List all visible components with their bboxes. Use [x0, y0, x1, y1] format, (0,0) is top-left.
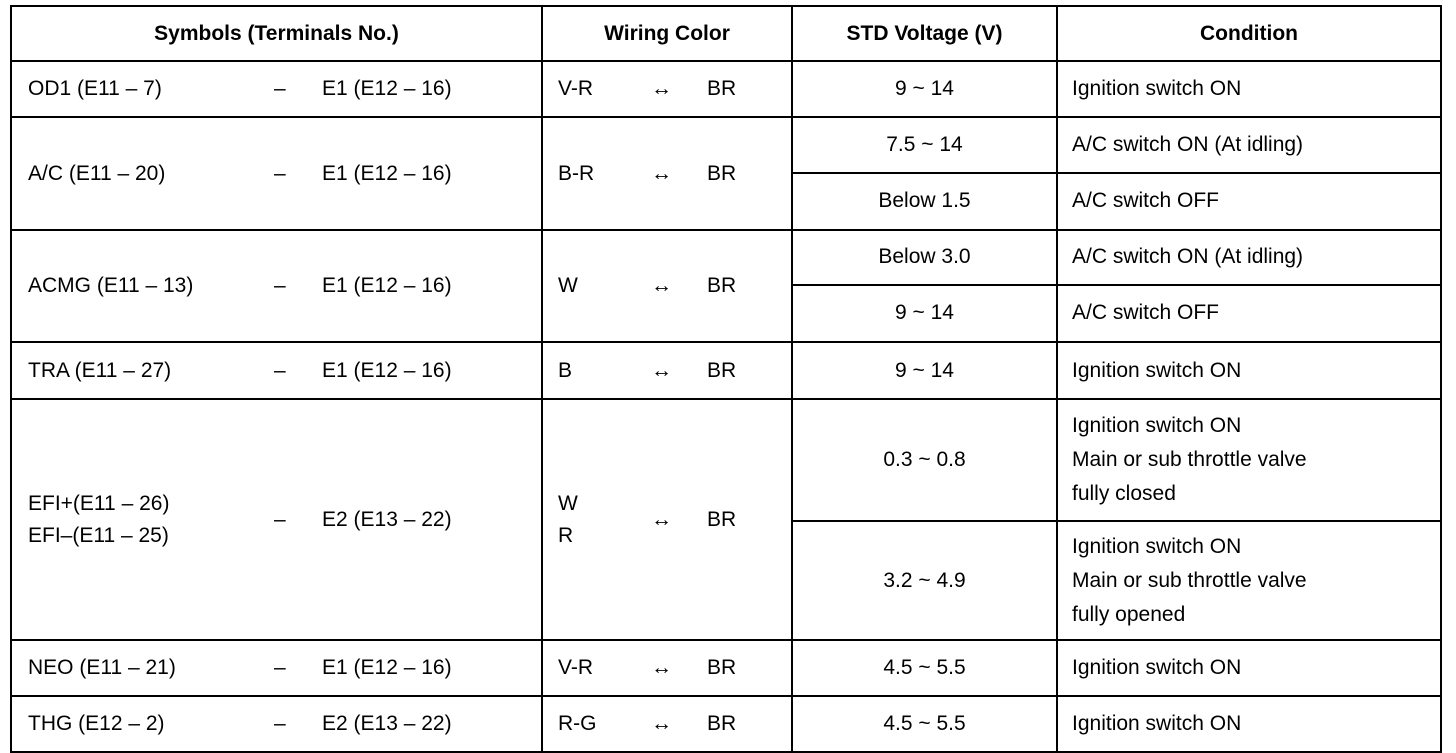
wire-color-a: W [558, 274, 578, 297]
std-voltage-cell: 4.5 ~ 5.5 [792, 696, 1057, 752]
wire-color-a: R-G [558, 712, 597, 735]
wire-color-b: BR [707, 507, 737, 531]
symbols-cell [11, 640, 542, 696]
std-voltage-cell: Below 1.5 [792, 173, 1057, 230]
condition-line: Ignition switch ON [1072, 656, 1242, 679]
table-row [11, 117, 1441, 173]
symbol-terminal-b: E2 (E13 – 22) [322, 507, 452, 531]
wire-line: W [558, 491, 578, 515]
wire-color-b: BR [707, 358, 737, 382]
dash-separator: – [274, 274, 286, 297]
symbol-terminal-b: E1 (E12 – 16) [322, 656, 452, 679]
symbol-terminal-a: ACMG (E11 – 13) [28, 274, 194, 297]
std-voltage-cell: 4.5 ~ 5.5 [792, 640, 1057, 696]
table-row [11, 230, 1441, 285]
wiring-color-cell [542, 399, 792, 640]
condition-cell [1057, 640, 1441, 696]
bidirectional-arrow-icon: ↔ [651, 77, 672, 100]
condition-line: A/C switch OFF [1072, 301, 1220, 325]
std-voltage-cell: 9 ~ 14 [792, 285, 1057, 342]
header-std-voltage: STD Voltage (V) [792, 6, 1057, 61]
terminal-voltage-table-container [10, 5, 1442, 753]
symbol-terminal-a [28, 488, 169, 552]
condition-cell [1057, 230, 1441, 285]
table-row [11, 61, 1441, 117]
terminal-voltage-table [10, 5, 1442, 753]
wiring-color-cell [542, 696, 792, 752]
symbol-terminal-a: A/C (E11 – 20) [28, 161, 166, 185]
dash-separator: – [274, 358, 286, 382]
std-voltage-cell: 9 ~ 14 [792, 342, 1057, 399]
dash-separator: – [274, 77, 286, 100]
condition-cell [1057, 399, 1441, 521]
std-voltage-cell: 0.3 ~ 0.8 [792, 399, 1057, 521]
condition-line: Ignition switch ON [1072, 534, 1242, 558]
table-row [11, 640, 1441, 696]
condition-cell [1057, 285, 1441, 342]
dash-separator: – [274, 656, 286, 679]
condition-line: A/C switch ON (At idling) [1072, 132, 1304, 156]
header-symbols: Symbols (Terminals No.) [11, 6, 542, 61]
bidirectional-arrow-icon: ↔ [651, 712, 672, 735]
symbol-terminal-b: E1 (E12 – 16) [322, 161, 452, 185]
wire-color-a [558, 488, 578, 552]
condition-cell [1057, 117, 1441, 173]
symbol-terminal-b: E2 (E13 – 22) [322, 712, 452, 735]
std-voltage-cell: 7.5 ~ 14 [792, 117, 1057, 173]
wiring-color-cell [542, 61, 792, 117]
condition-line: fully opened [1072, 602, 1186, 626]
symbol-line: EFI–(E11 – 25) [28, 523, 169, 547]
wire-color-a: V-R [558, 77, 594, 100]
header-condition: Condition [1057, 6, 1441, 61]
condition-line: A/C switch OFF [1072, 189, 1220, 213]
condition-line: Ignition switch ON [1072, 712, 1242, 735]
table-row [11, 399, 1441, 521]
bidirectional-arrow-icon: ↔ [651, 161, 672, 185]
wiring-color-cell [542, 117, 792, 230]
header-wiring-color: Wiring Color [542, 6, 792, 61]
symbol-line: EFI+(E11 – 26) [28, 491, 170, 515]
wire-color-a: B-R [558, 161, 595, 185]
bidirectional-arrow-icon: ↔ [651, 656, 672, 679]
symbols-cell [11, 696, 542, 752]
header-row [11, 6, 1441, 61]
condition-cell [1057, 61, 1441, 117]
wire-color-b: BR [707, 274, 737, 297]
condition-cell [1057, 173, 1441, 230]
symbols-cell [11, 61, 542, 117]
condition-line: Main or sub throttle valve [1072, 568, 1307, 592]
std-voltage-cell: 3.2 ~ 4.9 [792, 521, 1057, 640]
wiring-color-cell [542, 230, 792, 342]
symbol-terminal-a: TRA (E11 – 27) [28, 358, 172, 382]
symbols-cell [11, 117, 542, 230]
wire-color-a: B [558, 358, 573, 382]
std-voltage-cell: Below 3.0 [792, 230, 1057, 285]
bidirectional-arrow-icon: ↔ [651, 507, 672, 531]
dash-separator: – [274, 507, 286, 531]
symbols-cell [11, 342, 542, 399]
dash-separator: – [274, 712, 286, 735]
condition-cell [1057, 696, 1441, 752]
dash-separator: – [274, 161, 286, 185]
symbol-terminal-a: THG (E12 – 2) [28, 712, 165, 735]
symbol-terminal-a: OD1 (E11 – 7) [28, 77, 162, 100]
symbols-cell [11, 399, 542, 640]
condition-cell [1057, 342, 1441, 399]
symbol-terminal-b: E1 (E12 – 16) [322, 274, 452, 297]
condition-line: Ignition switch ON [1072, 414, 1242, 437]
std-voltage-cell: 9 ~ 14 [792, 61, 1057, 117]
symbol-terminal-b: E1 (E12 – 16) [322, 358, 452, 382]
symbols-cell [11, 230, 542, 342]
condition-line: A/C switch ON (At idling) [1072, 245, 1304, 269]
wire-color-b: BR [707, 712, 737, 735]
wiring-color-cell [542, 640, 792, 696]
wire-color-b: BR [707, 656, 737, 679]
table-row [11, 342, 1441, 399]
symbol-terminal-a: NEO (E11 – 21) [28, 656, 176, 679]
table-row [11, 696, 1441, 752]
condition-cell [1057, 521, 1441, 640]
condition-line: fully closed [1072, 482, 1176, 505]
wiring-color-cell [542, 342, 792, 399]
wire-line: R [558, 523, 574, 547]
condition-line: Main or sub throttle valve [1072, 448, 1307, 471]
bidirectional-arrow-icon: ↔ [651, 358, 672, 382]
wire-color-a: V-R [558, 656, 594, 679]
wire-color-b: BR [707, 77, 737, 100]
symbol-terminal-b: E1 (E12 – 16) [322, 77, 452, 100]
wire-color-b: BR [707, 161, 737, 185]
condition-line: Ignition switch ON [1072, 77, 1242, 100]
condition-line: Ignition switch ON [1072, 358, 1242, 382]
bidirectional-arrow-icon: ↔ [651, 274, 672, 297]
